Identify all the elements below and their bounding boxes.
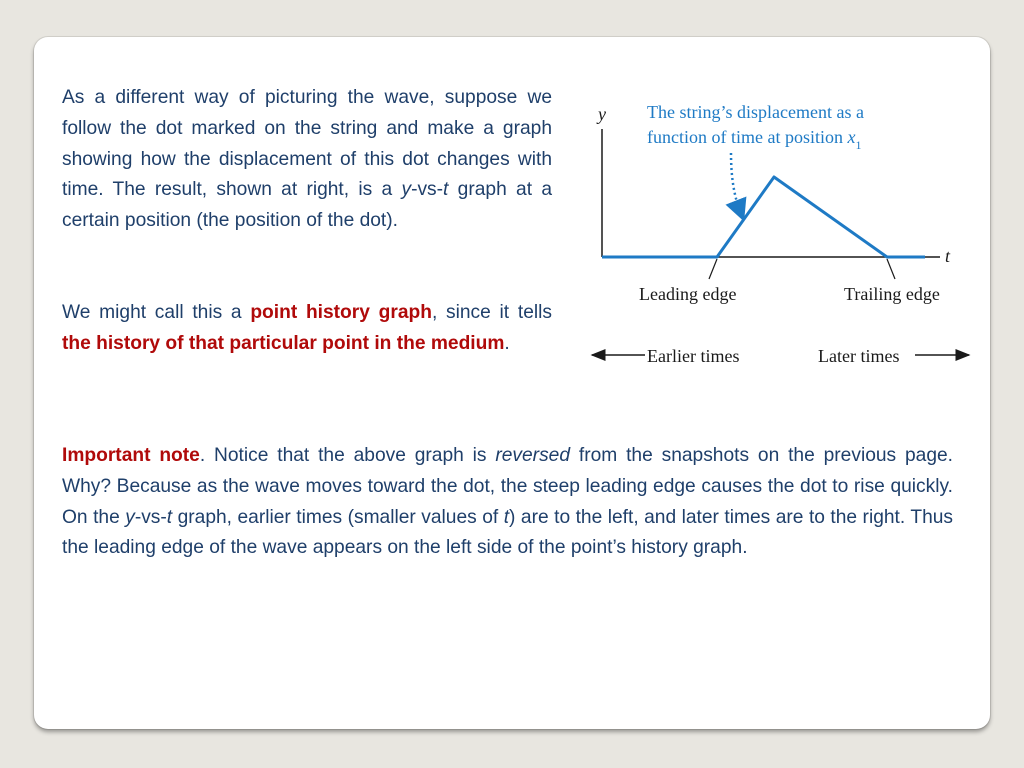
caption-variable: x: [847, 127, 856, 147]
t-axis-label: t: [945, 246, 951, 266]
y-axis-label: y: [598, 104, 606, 124]
point-history-text-2: , since it tells: [431, 302, 552, 323]
wave-pulse-line: [602, 177, 925, 257]
point-history-graph: [585, 95, 980, 385]
intro-vs: -vs-: [411, 179, 444, 201]
trailing-edge-label: Trailing edge: [844, 284, 940, 304]
earlier-times-label: Earlier times: [647, 346, 740, 366]
leading-edge-tick: [709, 259, 717, 279]
note-t-symbol-2: t: [503, 506, 510, 528]
caption-line-1: The string’s displacement as a: [647, 102, 864, 122]
caption-subscript: 1: [855, 138, 862, 152]
trailing-edge-tick: [887, 259, 895, 279]
point-history-text-3: .: [504, 332, 510, 354]
intro-text-1: As a different way of picturing the wave, suppose we follow the dot marked on the string and make a graph showing how the displacement of this dot changes with time. The result, shown at right, is a: [62, 87, 552, 201]
caption-line-2: [647, 127, 861, 152]
note-vs: -vs-: [134, 506, 167, 528]
caption-line-2-text: function of time at position: [647, 127, 848, 147]
note-text-4: ) are to the left, and later times are to the right. Thus the leading edge of the wave appears on the left side of the point’s history graph.: [62, 506, 954, 559]
caption-pointer-arrow: [731, 153, 740, 211]
intro-text-2: graph at a certain position (the position of the dot).: [62, 179, 552, 232]
note-text-2: from the snapshots on the previous page. Why? Because as the wave moves toward the dot, the steep leading edge causes the dot to rise quickly. On the: [62, 445, 954, 528]
note-text-1: . Notice that the above graph is: [199, 445, 496, 466]
note-t-symbol: t: [166, 506, 173, 528]
leading-edge-label: Leading edge: [639, 284, 737, 304]
intro-y-symbol: y: [401, 179, 412, 201]
point-history-text-1: We might call this a: [62, 302, 251, 323]
graph-svg: [585, 95, 980, 385]
note-text-3: graph, earlier times (smaller values of: [172, 506, 504, 528]
intro-paragraph: [62, 83, 552, 237]
point-history-term: point history graph: [250, 302, 432, 323]
point-history-emphasis: the history of that particular point in the medium: [62, 332, 505, 354]
intro-t-symbol: t: [443, 179, 449, 201]
later-times-label: Later times: [818, 346, 900, 366]
note-y-symbol: y: [125, 506, 135, 528]
note-reversed: reversed: [495, 445, 571, 466]
important-note-label: Important note: [62, 445, 200, 466]
important-note-paragraph: [62, 441, 953, 564]
point-history-paragraph: [62, 298, 552, 360]
